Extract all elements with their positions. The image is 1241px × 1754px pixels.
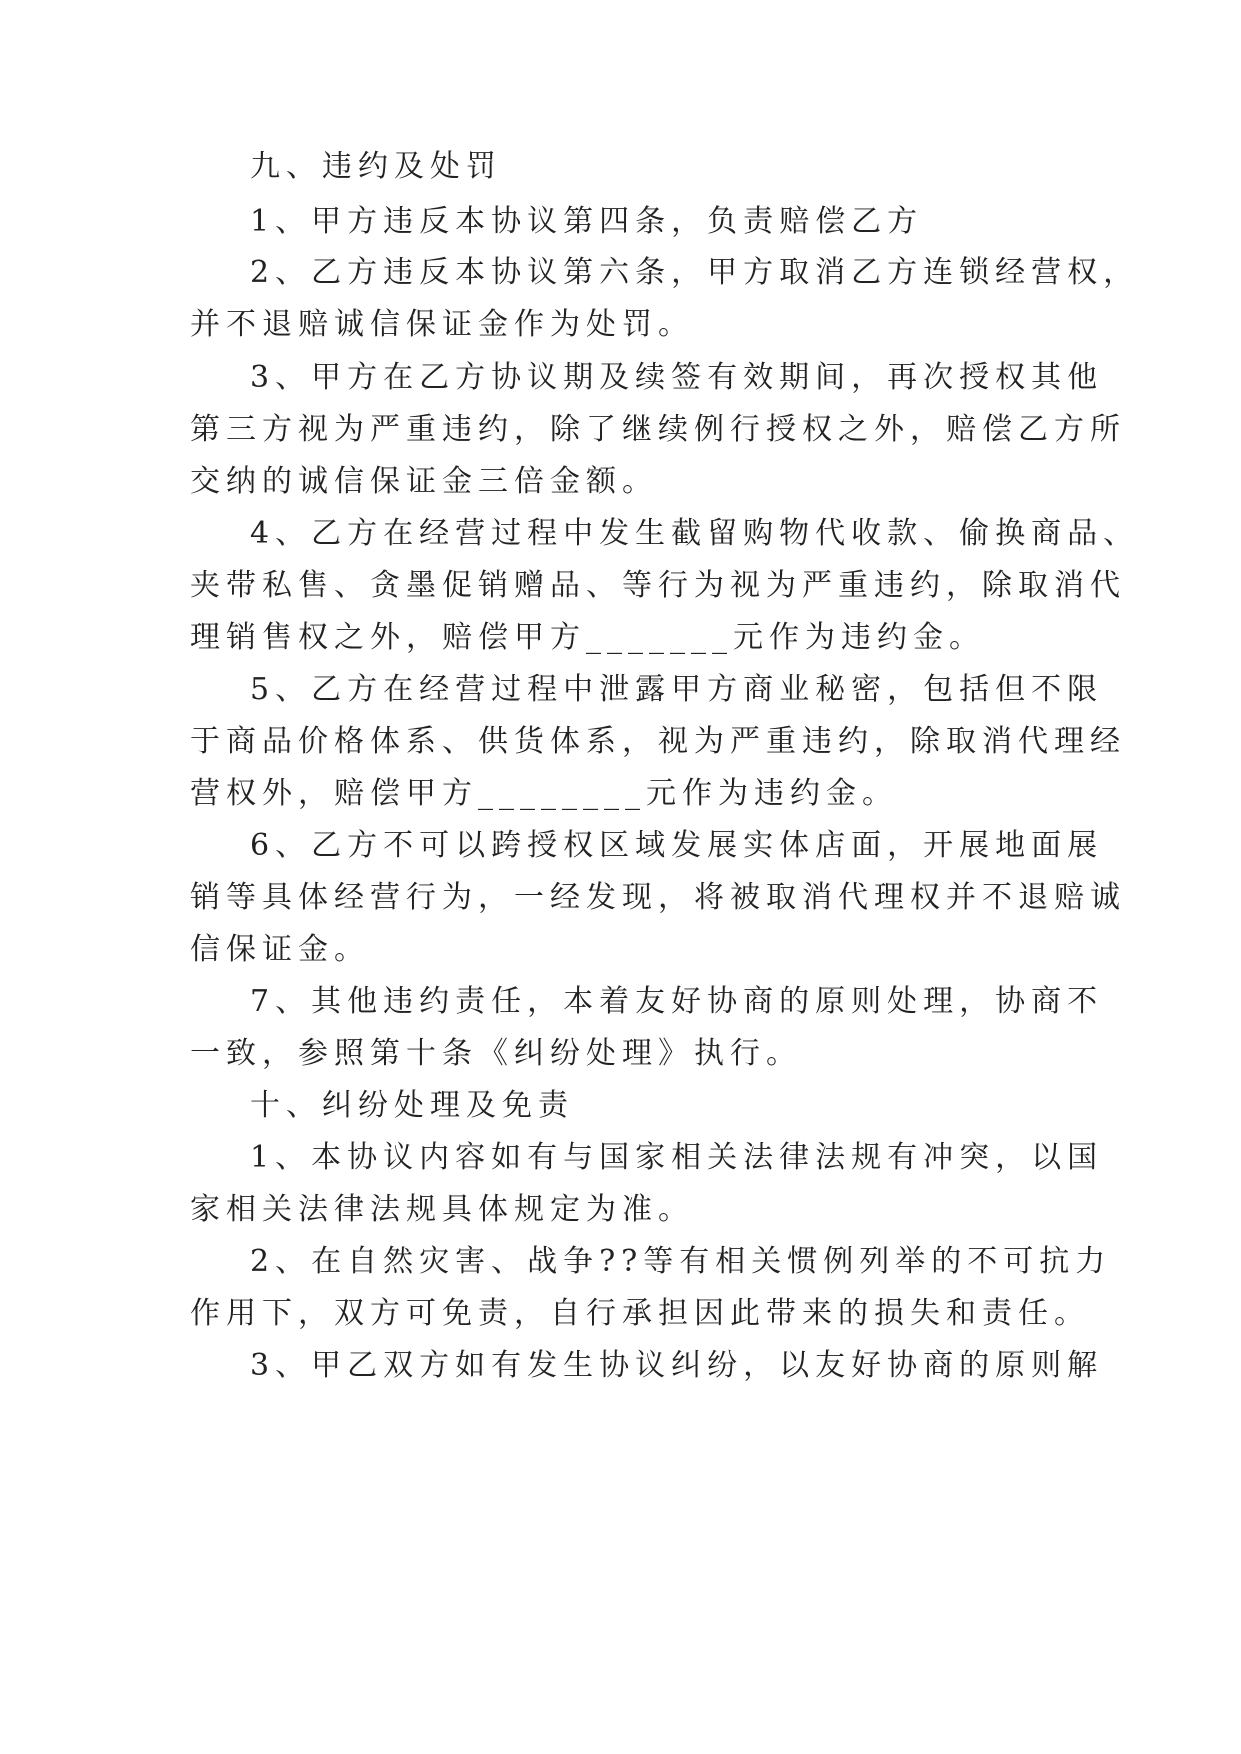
paragraph-line: 于商品价格体系、供货体系，视为严重违约，除取消代理经 <box>190 724 1126 759</box>
paragraph-line: 家相关法律法规具体规定为准。 <box>190 1192 694 1227</box>
paragraph-line: 理销售权之外，赔偿甲方_______元作为违约金。 <box>190 620 985 655</box>
paragraph-line: 作用下，双方可免责，自行承担因此带来的损失和责任。 <box>190 1296 1090 1331</box>
paragraph-line: 7、其他违约责任，本着友好协商的原则处理，协商不 <box>250 984 1104 1019</box>
paragraph-line: 夹带私售、贪墨促销赠品、等行为视为严重违约，除取消代 <box>190 568 1126 603</box>
paragraph-line: 1、甲方违反本协议第四条，负责赔偿乙方 <box>250 204 924 239</box>
paragraph-line: 4、乙方在经营过程中发生截留购物代收款、偷换商品、 <box>250 516 1140 551</box>
paragraph-line: 交纳的诚信保证金三倍金额。 <box>190 464 658 499</box>
paragraph-line: 营权外，赔偿甲方________元作为违约金。 <box>190 776 898 811</box>
paragraph-line: 6、乙方不可以跨授权区域发展实体店面，开展地面展 <box>250 828 1104 863</box>
paragraph-line: 5、乙方在经营过程中泄露甲方商业秘密，包括但不限 <box>250 672 1104 707</box>
paragraph-line: 3、甲乙双方如有发生协议纠纷，以友好协商的原则解 <box>250 1348 1104 1383</box>
section-heading: 九、违约及处罚 <box>250 149 502 184</box>
paragraph-line: 一致，参照第十条《纠纷处理》执行。 <box>190 1036 802 1071</box>
paragraph-line: 2、在自然灾害、战争??等有相关惯例列举的不可抗力 <box>250 1244 1112 1279</box>
paragraph-line: 1、本协议内容如有与国家相关法律法规有冲突，以国 <box>250 1140 1104 1175</box>
paragraph-line: 并不退赔诚信保证金作为处罚。 <box>190 307 694 342</box>
paragraph-line: 销等具体经营行为，一经发现，将被取消代理权并不退赔诚 <box>190 880 1126 915</box>
paragraph-line: 信保证金。 <box>190 932 370 967</box>
section-heading: 十、纠纷处理及免责 <box>250 1088 574 1123</box>
paragraph-line: 2、乙方违反本协议第六条，甲方取消乙方连锁经营权， <box>250 255 1140 290</box>
paragraph-line: 第三方视为严重违约，除了继续例行授权之外，赔偿乙方所 <box>190 412 1126 447</box>
paragraph-line: 3、甲方在乙方协议期及续签有效期间，再次授权其他 <box>250 360 1104 395</box>
